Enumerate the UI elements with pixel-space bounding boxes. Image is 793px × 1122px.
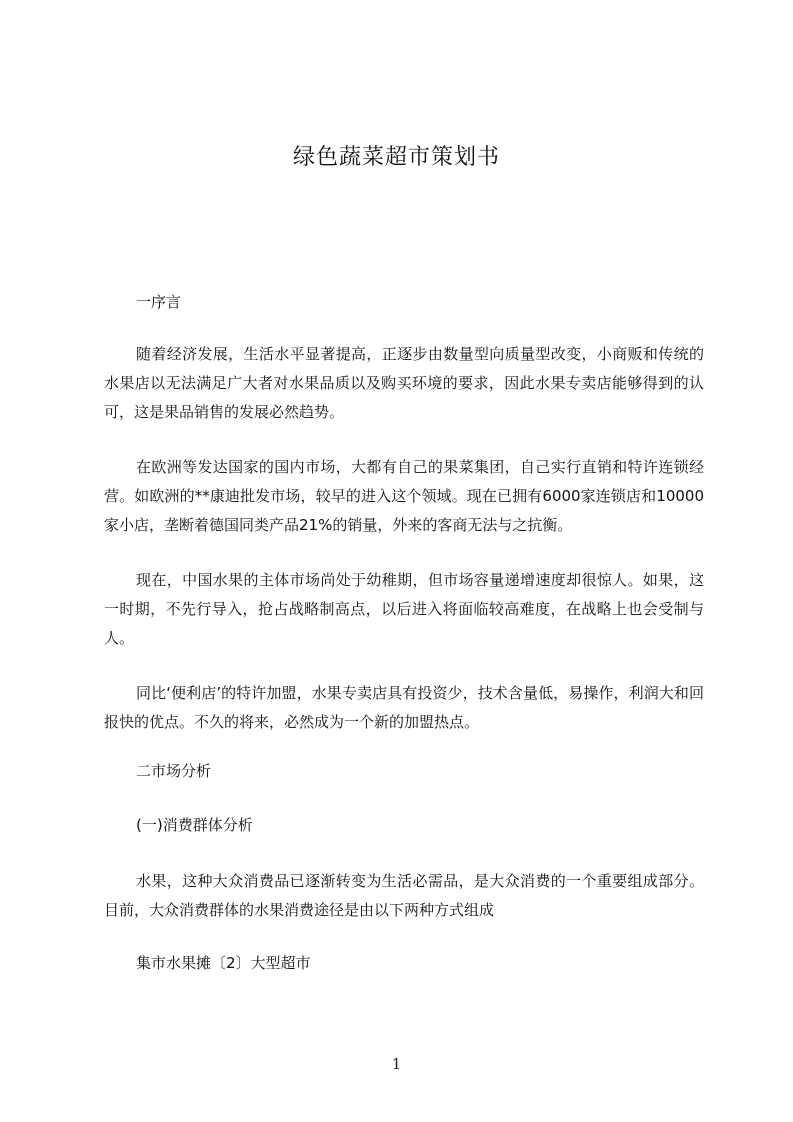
paragraph-5: 水果，这种大众消费品已逐渐转变为生活必需品，是大众消费的一个重要组成部分。目前，大众消费群体的水果消费途径是由以下两种方式组成 (104, 872, 704, 919)
paragraph-1: 随着经济发展，生活水平显著提高，正逐步由数量型向质量型改变，小商贩和传统的水果店以无法满足广大者对水果品质以及购买环境的要求，因此水果专卖店能够得到的认可，这是果品销售的发展必然趋势。 (104, 345, 704, 421)
page-number: 1 (391, 1055, 402, 1073)
section-heading-preface: 一序言 (136, 293, 182, 311)
subsection-heading-consumers: (一)消费群体分析 (136, 816, 253, 834)
section-heading-market: 二市场分析 (136, 762, 212, 780)
document-body (104, 290, 704, 975)
paragraph-3: 现在，中国水果的主体市场尚处于幼稚期，但市场容量递增速度却很惊人。如果，这一时期，不先行导入，抢占战略制高点，以后进入将面临较高难度，在战略上也会受制与人。 (104, 571, 704, 647)
paragraph-2: 在欧洲等发达国家的国内市场，大都有自己的果菜集团，自己实行直销和特许连锁经营。如欧洲的**康迪批发市场，较早的进入这个领域。现在已拥有6000家连锁店和10000家小店，垄断着德国同类产品21%的销量，外来的客商无法与之抗衡。 (104, 458, 704, 534)
paragraph-4: 同比‘便利店’的特许加盟，水果专卖店具有投资少，技术含量低，易操作，利润大和回报快的优点。不久的将来，必然成为一个新的加盟热点。 (104, 684, 704, 731)
document-title: 绿色蔬菜超市策划书 (292, 145, 500, 170)
list-line: 集市水果摊〔2〕大型超市 (136, 954, 311, 972)
